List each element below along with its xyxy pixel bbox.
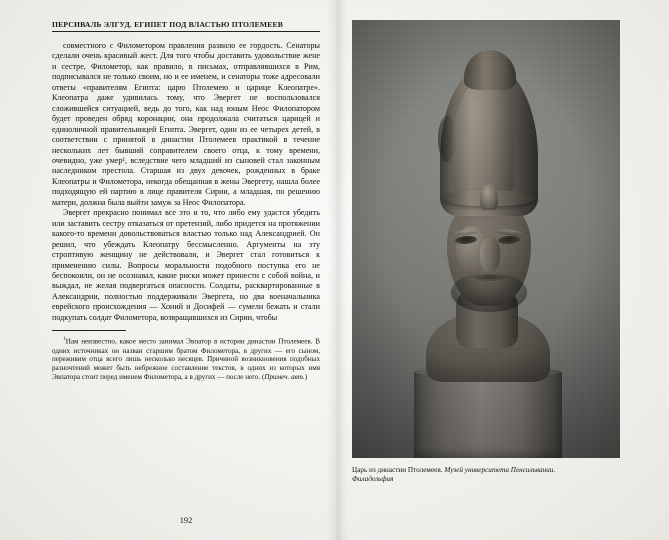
footnote-editor-note: Примеч. авт. xyxy=(264,373,305,382)
paragraph: Эвергет прекрасно понимал все это и то, что либо ему удастся убедить или заставить сестру отказаться от претензий, либо придется на протяжении какого-то времени довольствоваться властью только над Александрией. Он решил, что убеждать Клеопатру бессмысленно. Аргументы на эту строптивую женщину не действовали, и Эвергет стал готовиться к применению силы. Вопросы моральности подобного поступка его не беспокоили, он не осознавал, какие риски может принести с собой война, и выждал, не желая подвергаться опасности. Солдаты, расквартированные в Александрии, полностью поддерживали Эвергета, но два военачальника еврейского происхождения — Хоний и Досифей — сумели бежать и стали подкупать солдат Филометора, возвращавшихся из Сирии, чтобы xyxy=(52,208,320,322)
page-number: 192 xyxy=(179,516,193,525)
photograph-plate xyxy=(352,20,620,458)
caption-subject: Царь из династии Птолемеев. xyxy=(352,466,443,474)
footnote-block xyxy=(52,335,320,382)
footnote-text xyxy=(52,335,320,382)
caption-city: Филадельфия xyxy=(352,475,394,484)
footnote-tail: ) xyxy=(304,373,308,382)
footnote-rule xyxy=(52,330,126,331)
footnote-body: Нам неизвестно, какое место занимал Эвпатор в истории династии Птолемеев. В одних источниках он назван старшим братом Филометора, в других — его сыном, переживим отца всего лишь несколько несяцев. Причиной возникновения подобных разночтений может быть небрежное составление текстов, в одних из которых имя Эвпатора стоит перед именем Филометора, а в других — после него. ( xyxy=(52,337,320,382)
body-text-column xyxy=(52,41,320,323)
footnote-marker: 1 xyxy=(63,336,66,343)
photo-vignette xyxy=(352,20,620,458)
left-page xyxy=(52,20,320,520)
plate-caption xyxy=(352,466,620,484)
right-page xyxy=(352,20,620,520)
running-head: ПЕРСИВАЛЬ ЭЛГУД. ЕГИПЕТ ПОД ВЛАСТЬЮ ПТОЛЕМЕЕВ xyxy=(52,20,320,32)
paragraph: совместного с Филометором правления развило ее гордость. Сенаторы сделали очень красивый жест. Для того чтобы доставить удовольствие жене и сестре, Филометор, как правило, в письмах, отправлявшихся в Рим, подписывался не только своим, но и ее именем, и сенаторы тоже адресовали ответы «правителям Египта: царю Птолемею и царице Клеопатре». Клеопатра даже удивилась тому, что Эвергет не воспользовался сложившейся ситуацией, ведь до того, как над юным Неос Филопатором будет проведен обряд коронации, она продолжала считаться царицей и единоличной правительницей Египта. Эвергет, один из ее четырех детей, в соответствии с принятой в династии Птолемеев практикой в течение нескольких лет бывший соправителем своего отца, к тому времени, очевидно, уже умер¹, вследствие чего младший из сыновей стал законным наследником престола. Старшая из двух девочек, рожденных в браке Клеопатры и Филометора, некогда обещанная в жены Эвергету, нашла более подходящую ей партию в лице правителя Сирии, а младшая, по решению матери, должна была выйти замуж за Неос Филопатора. xyxy=(52,41,320,207)
caption-collection: Музей университета Пенсильвании. xyxy=(442,466,556,474)
